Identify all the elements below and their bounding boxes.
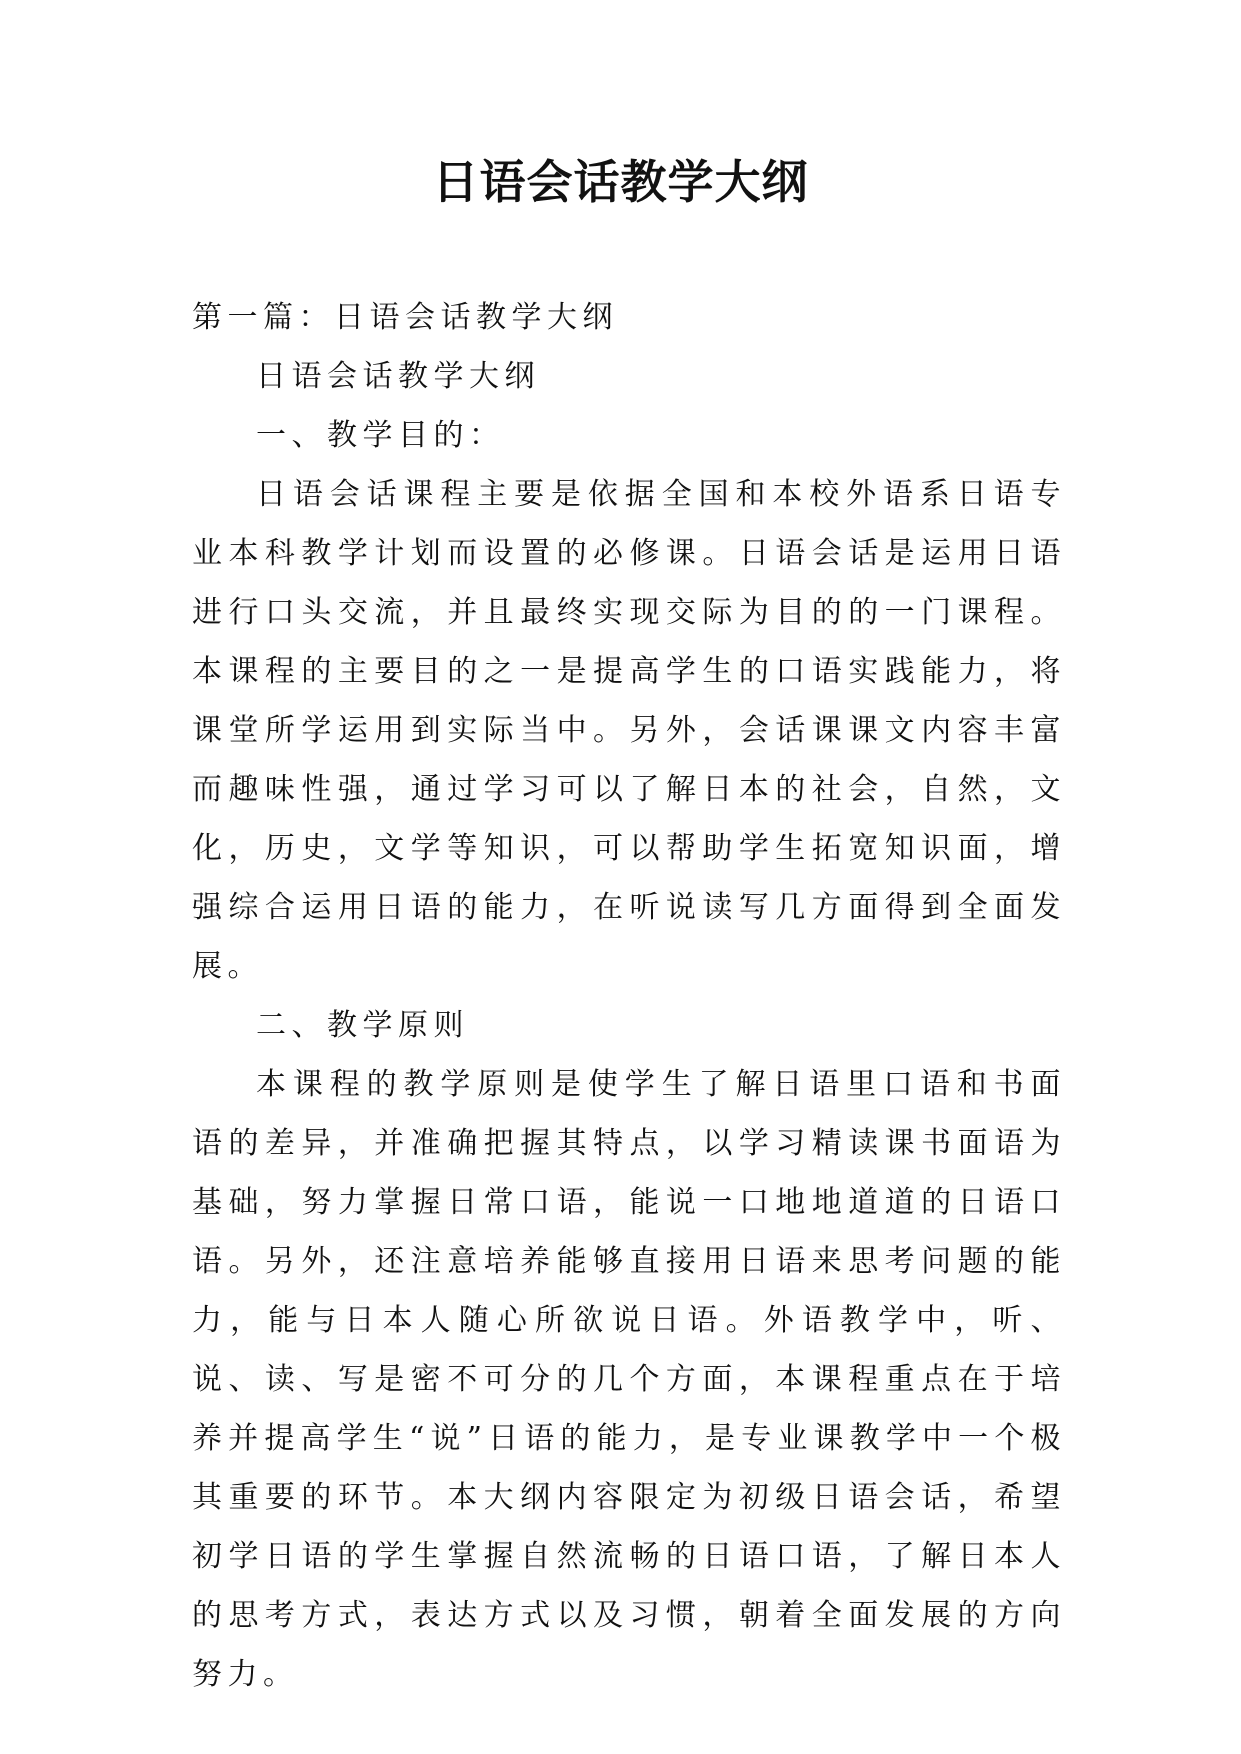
section2-paragraph: 本课程的教学原则是使学生了解日语里口语和书面语的差异，并准确把握其特点，以学习精读课书面语为基础，努力掌握日常口语，能说一口地地道道的日语口语。另外，还注意培养能够直接用日语来思考问题的能力，能与日本人随心所欲说日语。外语教学中，听、说、读、写是密不可分的几个方面，本课程重点在于培养并提高学生“说”日语的能力，是专业课教学中一个极其重要的环节。本大纲内容限定为初级日语会话，希望初学日语的学生掌握自然流畅的日语口语，了解日本人的思考方式，表达方式以及习惯，朝着全面发展的方向努力。 (192, 1067, 1066, 1692)
section2-heading: 二、教学原则 (256, 1008, 469, 1043)
section1-heading: 一、教学目的： (256, 418, 505, 453)
document-title: 日语会话教学大纲 (432, 155, 809, 209)
section1-paragraph: 日语会话课程主要是依据全国和本校外语系日语专业本科教学计划而设置的必修课。日语会话是运用日语进行口头交流，并且最终实现交际为目的的一门课程。本课程的主要目的之一是提高学生的口语实践能力，将课堂所学运用到实际当中。另外，会话课课文内容丰富而趣味性强，通过学习可以了解日本的社会，自然，文化，历史，文学等知识，可以帮助学生拓宽知识面，增强综合运用日语的能力，在听说读写几方面得到全面发展。 (192, 477, 1066, 984)
document-body (192, 288, 1066, 1704)
chapter-heading: 第一篇：日语会话教学大纲 (192, 300, 618, 335)
subtitle: 日语会话教学大纲 (256, 359, 540, 394)
